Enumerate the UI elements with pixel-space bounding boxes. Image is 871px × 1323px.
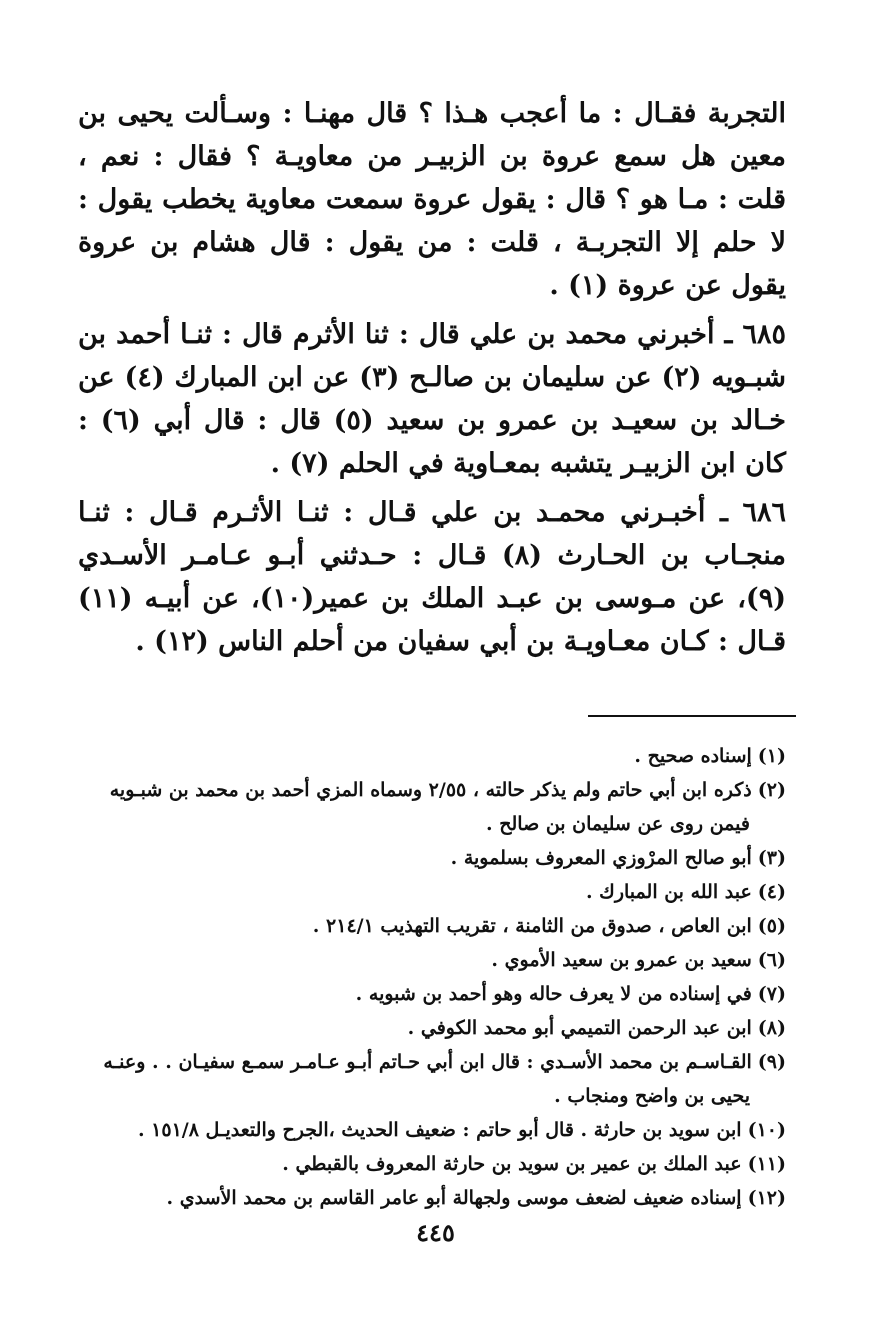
footnote-mark: (١٢)	[747, 1187, 786, 1209]
main-text	[78, 92, 786, 663]
footnote-text: عبد الملك بن عمير بن سويد بن حارثة المعروف بالقبطي .	[282, 1153, 742, 1175]
footnote	[78, 1181, 786, 1215]
footnote-text: ابن سويد بن حارثة . قال أبو حاتم : ضعيف الحديث ،الجرح والتعديـل ١٥١/٨ .	[137, 1119, 742, 1141]
footnote	[78, 943, 786, 977]
footnote-text: إسناده صحيح .	[634, 745, 752, 767]
footnote	[78, 1045, 786, 1079]
footnote-text: عبد الله بن المبارك .	[585, 881, 752, 903]
footnote-divider	[588, 715, 796, 717]
footnote-text: أبو صالح المرْوزي المعروف بسلموية .	[450, 847, 752, 869]
footnote-mark: (١)	[757, 745, 786, 767]
footnote-continuation: فيمن روى عن سليمان بن صالح .	[486, 813, 750, 835]
footnote-mark: (٧)	[757, 983, 786, 1005]
footnote-text: ذكره ابن أبي حاتم ولم يذكر حالته ، ٢/٥٥ وسماه المزي أحمد بن محمد بن شبـويه	[109, 779, 752, 801]
page-body	[78, 92, 786, 1215]
paragraph-continuation: التجربة فقـال : ما أعجب هـذا ؟ قال مهنـا : وسـألت يحيى بن معين هل سمع عروة بن الزبيـر من معاويـة ؟ فقال : نعم ، قلت : مـا هو ؟ قال : يقول عروة سمعت معاوية يخطب يقول : لا حلم إلا التجربـة ، قلت : من يقول : قال هشام بن عروة يقول عن عروة (١) .	[78, 98, 786, 301]
footnote	[78, 1147, 786, 1181]
footnote-mark: (٢)	[757, 779, 786, 801]
footnote-continuation: يحيى بن واضح ومنجاب .	[554, 1085, 750, 1107]
footnote	[78, 739, 786, 773]
footnote-mark: (٣)	[757, 847, 786, 869]
footnotes-list	[78, 739, 786, 1215]
footnote-mark: (١٠)	[747, 1119, 786, 1141]
footnote-text: إسناده ضعيف لضعف موسى ولجهالة أبو عامر القاسم بن محمد الأسدي .	[166, 1187, 742, 1209]
footnote-mark: (٥)	[757, 915, 786, 937]
footnote	[78, 1113, 786, 1147]
footnote-text: ابن العاص ، صدوق من الثامنة ، تقريب التهذيب ٢١٤/١ .	[312, 915, 752, 937]
footnote	[78, 909, 786, 943]
footnote	[78, 875, 786, 909]
footnote-text: سعيد بن عمرو بن سعيد الأموي .	[491, 949, 752, 971]
footnote-mark: (٨)	[757, 1017, 786, 1039]
footnote	[78, 977, 786, 1011]
footnote-mark: (١١)	[747, 1153, 786, 1175]
footnote	[78, 1011, 786, 1045]
paragraph-686: ٦٨٦ ـ أخبـرني محمـد بن علي قـال : ثنـا الأثـرم قـال : ثنـا منجـاب بن الحـارث (٨) قـال : حـدثني أبـو عـامـر الأسـدي (٩)، عن مـوسى بن عبـد الملك بن عمير(١٠)، عن أبيـه (١١) قـال : كـان معـاويـة بن أبي سفيان من أحلم الناس (١٢) .	[78, 497, 786, 657]
footnote-text: القـاسـم بن محمد الأسـدي : قال ابن أبي حـاتم أبـو عـامـر سمـع سفيـان . . وعنـه	[103, 1051, 752, 1073]
footnote	[78, 841, 786, 875]
footnote-text: ابن عبد الرحمن التميمي أبو محمد الكوفي .	[407, 1017, 752, 1039]
footnote	[78, 773, 786, 807]
footnote-mark: (٩)	[757, 1051, 786, 1073]
footnote-text: في إسناده من لا يعرف حاله وهو أحمد بن شبويه .	[355, 983, 752, 1005]
paragraph-685: ٦٨٥ ـ أخبرني محمد بن علي قال : ثنا الأثرم قال : ثنـا أحمد بن شبـويه (٢) عن سليمان بن صالـح (٣) عن ابن المبارك (٤) عن خـالد بن سعيـد بن عمرو بن سعيد (٥) قال : قال أبي (٦) : كان ابن الزبيـر يتشبه بمعـاوية في الحلم (٧) .	[78, 319, 787, 479]
footnote-mark: (٦)	[757, 949, 786, 971]
page-number: ٤٤٥	[416, 1218, 455, 1247]
footnote-mark: (٤)	[757, 881, 786, 903]
